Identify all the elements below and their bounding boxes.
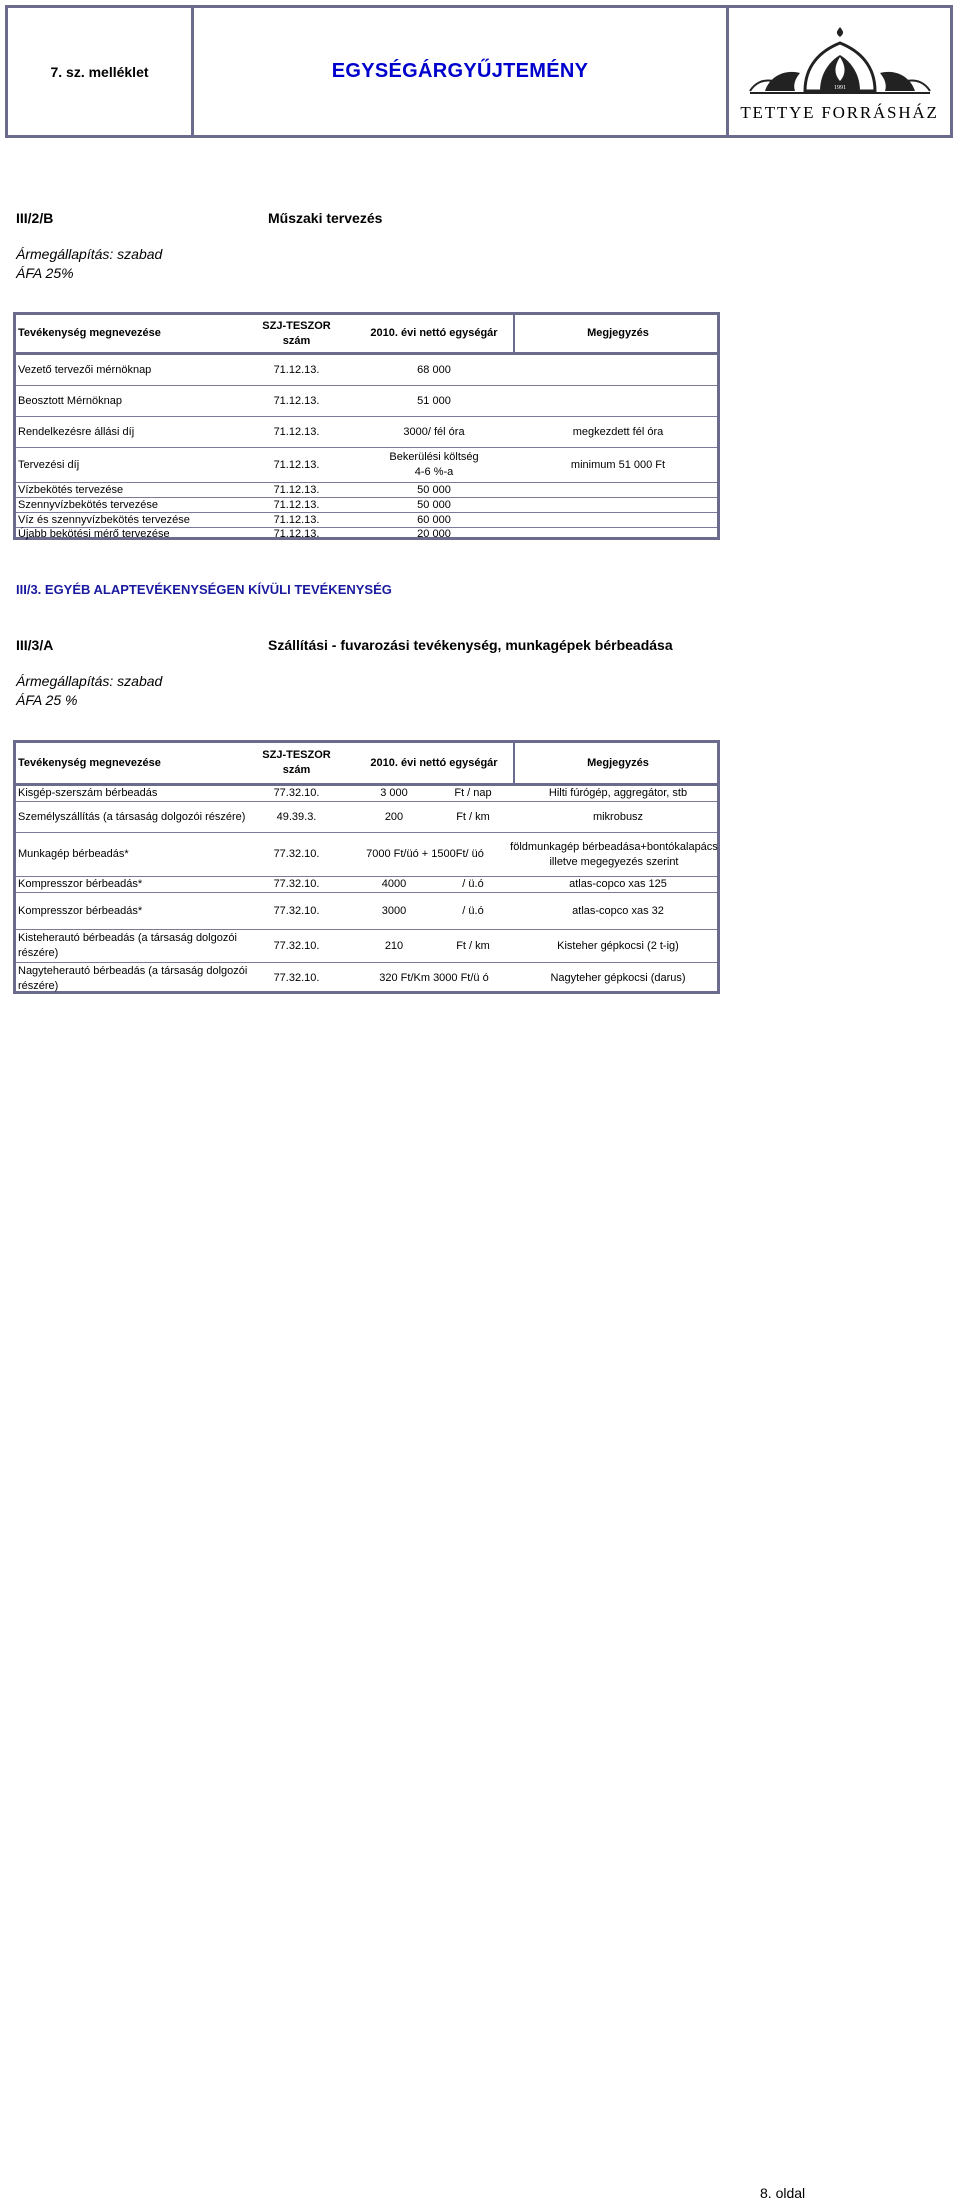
annex-label: 7. sz. melléklet [50,63,149,80]
row-price [354,448,514,482]
table-row [16,483,717,497]
row-activity: Kompresszor bérbeadás* [18,904,143,917]
svg-text:1991: 1991 [833,84,846,91]
col-header-szj-line1: SZJ-TESZOR [262,319,331,332]
row-note: mikrobusz [592,810,644,823]
unit-price-table-transport [13,740,720,994]
section-title: Műszaki tervezés [268,210,383,226]
row-szj: 71.12.13. [273,483,320,496]
row-note [516,386,720,416]
row-price: 3000 [381,904,407,917]
row-szj: 71.12.13. [273,498,320,511]
row-price: 4000 [381,878,407,891]
row-price-line2: 4-6 %-a [414,466,454,478]
row-price: 50 000 [417,498,451,511]
pricing-note: Ármegállapítás: szabad [16,673,163,689]
row-activity-line1: Kisteherautó bérbeadás (a társaság dolgozói [18,932,237,945]
row-szj: 71.12.13. [273,425,320,438]
row-activity: Tervezési díj [18,458,80,471]
vat-note: ÁFA 25 % [16,692,78,708]
table-row [16,448,717,482]
table-row [16,833,717,876]
document-header [5,5,953,138]
row-szj: 77.32.10. [273,787,320,800]
section-code: III/2/B [16,210,54,226]
col-header-activity: Tevékenység megnevezése [18,327,161,340]
brand-cell [729,8,950,135]
table-row [16,355,717,385]
col-header-price: 2010. évi nettó egységár [370,756,498,769]
row-note: Kisteher gépkocsi (2 t-ig) [557,939,679,952]
row-unit: Ft / nap [454,787,492,800]
annex-cell [8,8,191,135]
table-header-row [16,743,717,783]
row-activity: Újabb bekötési mérő tervezése [18,527,170,540]
row-szj: 77.32.10. [273,848,320,861]
section-heading: III/3. EGYÉB ALAPTEVÉKENYSÉGEN KÍVÜLI TEVÉKENYSÉG [16,582,392,597]
row-note-line2: illetve megegyezés szerint [549,855,679,868]
row-unit: / ü.ó [462,878,484,891]
row-activity: Kisgép-szerszám bérbeadás [18,787,158,800]
table-row [16,802,717,832]
row-activity: Személyszállítás (a társaság dolgozói részére) [18,810,246,823]
row-szj: 77.32.10. [273,904,320,917]
row-activity: Rendelkezésre állási díj [18,425,135,438]
row-activity-line2: részére) [18,979,59,992]
row-price: 3 000 [380,787,408,800]
section-title: Szállítási - fuvarozási tevékenység, munkagépek bérbeadása [268,637,673,653]
row-activity: Beosztott Mérnöknap [18,394,122,407]
page-number: 8. oldal [760,2185,806,2201]
table-row [16,893,717,929]
title-cell [194,8,726,135]
row-szj: 71.12.13. [273,458,320,471]
col-header-activity: Tevékenység megnevezése [18,756,161,769]
row-activity-line2: részére) [18,947,59,959]
row-szj: 77.32.10. [273,939,320,952]
table-row [16,417,717,447]
brand-name: TETTYE FORRÁSHÁZ [740,102,939,122]
row-note: atlas-copco xas 32 [572,904,664,917]
row-price: 68 000 [417,363,451,376]
row-price: 320 Ft/Km 3000 Ft/ü ó [379,972,489,985]
col-header-note: Megjegyzés [587,327,649,340]
table-row [16,498,717,512]
vat-note: ÁFA 25% [16,265,74,281]
unit-price-table-design [13,312,720,540]
table-header-row [16,315,717,352]
row-price: 60 000 [417,513,451,526]
row-note: Hilti fúrógép, aggregátor, stb [548,787,688,800]
section-code: III/3/A [16,637,54,653]
table-row [16,786,717,801]
row-activity: Munkagép bérbeadás* [18,848,129,861]
row-szj: 77.32.10. [273,972,320,985]
row-szj: 71.12.13. [273,513,320,526]
row-price-line1: Bekerülési költség [389,451,479,464]
row-unit: / ü.ó [462,904,484,917]
col-header-price: 2010. évi nettó egységár [370,327,498,340]
col-header-szj [254,743,339,783]
row-note [508,833,720,876]
row-price: 200 [384,810,404,823]
column-rule [513,743,515,783]
row-szj: 77.32.10. [273,878,320,891]
column-rule [513,315,515,352]
pricing-note: Ármegállapítás: szabad [16,246,163,262]
col-header-szj-line2: szám [282,334,311,347]
document-title: EGYSÉGÁRGYŰJTEMÉNY [331,60,589,82]
col-header-szj [254,315,339,352]
row-note: atlas-copco xas 125 [569,878,667,891]
row-activity: Víz és szennyvízbekötés tervezése [18,513,190,526]
row-szj: 49.39.3. [276,810,317,823]
col-header-szj-line1: SZJ-TESZOR [262,749,331,762]
tettye-forrashaz-logo-icon [745,21,935,103]
row-activity: Szennyvízbekötés tervezése [18,498,159,511]
col-header-szj-line2: szám [282,764,311,776]
row-price: 7000 Ft/üó + 1500Ft/ üó [366,848,484,861]
table-row [16,877,717,892]
col-header-note: Megjegyzés [587,756,649,769]
row-szj: 71.12.13. [273,363,320,376]
row-activity-line1: Nagyteherautó bérbeadás (a társaság dolgozói [18,964,248,977]
row-note: minimum 51 000 Ft [570,458,666,471]
row-activity: Kompresszor bérbeadás* [18,878,143,891]
row-szj: 71.12.13. [273,527,320,540]
row-note: Nagyteher gépkocsi (darus) [550,972,686,985]
row-price: 3000/ fél óra [403,425,465,438]
row-price: 50 000 [417,483,451,496]
row-activity [16,963,254,994]
table-row [16,528,717,540]
row-price: 210 [384,939,404,952]
row-unit: Ft / km [456,810,490,823]
row-activity [16,930,254,962]
row-activity: Vezető tervezői mérnöknap [18,363,152,376]
row-price: 51 000 [417,394,451,407]
row-price: 20 000 [417,527,451,540]
table-row [16,963,717,994]
table-row [16,386,717,416]
row-szj: 71.12.13. [273,394,320,407]
row-activity: Vízbekötés tervezése [18,483,124,496]
row-note [516,355,720,385]
row-unit: Ft / km [456,939,490,952]
table-row [16,930,717,962]
row-note-line1: földmunkagép bérbeadása+bontókalapács [510,840,718,853]
row-note: megkezdett fél óra [572,425,664,438]
table-row [16,513,717,527]
